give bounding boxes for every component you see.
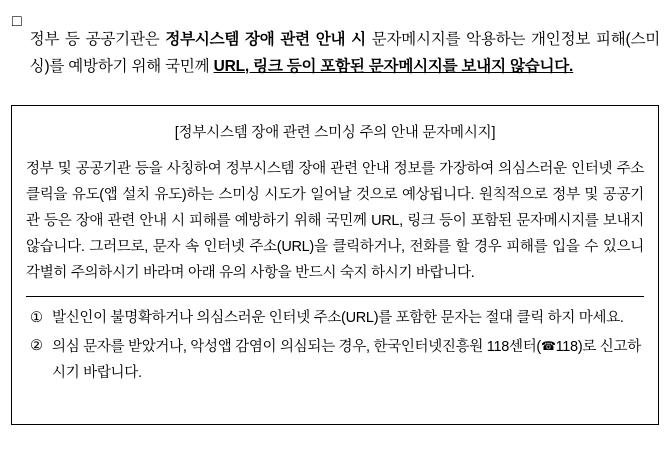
list-item-text: 발신인이 불명확하거나 의심스러운 인터넷 주소(URL)를 포함한 문자는 절대 클릭 하지 마세요. xyxy=(52,310,624,326)
list-item xyxy=(30,305,644,331)
list-item-number: ② xyxy=(30,338,43,354)
list-item-text-before: 의심 문자를 받았거나, 악성앱 감염이 의심되는 경우, 한국인터넷진흥원 118센터( xyxy=(52,339,541,355)
notice-segment-3: 문자메시지를 악용하는 개인정보 피해(스미싱)를 예방하기 위해 국민께 xyxy=(29,30,660,75)
list-item-number: ① xyxy=(30,310,43,326)
box-title: [정부시스템 장애 관련 스미싱 주의 안내 문자메시지] xyxy=(174,125,496,141)
list-item-text-after: 118)로 신고하시기 바랍니다. xyxy=(52,339,641,381)
list-item xyxy=(30,333,644,386)
notice-paragraph xyxy=(30,26,660,80)
box-body-text: 정부 및 공공기관 등을 사칭하여 정부시스템 장애 관련 안내 정보를 가장하여 의심스러운 인터넷 주소 클릭을 유도(앱 설치 유도)하는 스미싱 시도가 일어날 것으로 예상됩니다. 원칙적으로 정부 및 공공기관 등은 장애 관련 안내 시 피해를 예방하기 위해 국민께 URL, 링크 등이 포함된 문자메시지를 보내지 않습니다. 그러므로, 문자 속 인터넷 주소(URL)을 클릭하거나, 전화를 할 경우 피해를 입을 수 있으니 각별히 주의하시기 바라며 아래 유의 사항을 반드시 숙지 하시기 바랍니다. xyxy=(26,161,644,281)
sample-message-box xyxy=(11,105,659,425)
notice-segment-2: 정부시스템 장애 관련 안내 시 xyxy=(165,30,366,48)
notice-segment-1: 정부 등 공공기관은 xyxy=(29,30,166,48)
checkbox-icon: □ xyxy=(12,13,22,30)
phone-icon: ☎ xyxy=(540,339,556,353)
top-notice xyxy=(10,10,660,95)
list-item-text xyxy=(52,333,644,386)
divider xyxy=(26,296,644,297)
notice-segment-4: URL, 링크 등이 포함된 문자메시지를 보내지 않습니다. xyxy=(213,57,574,75)
